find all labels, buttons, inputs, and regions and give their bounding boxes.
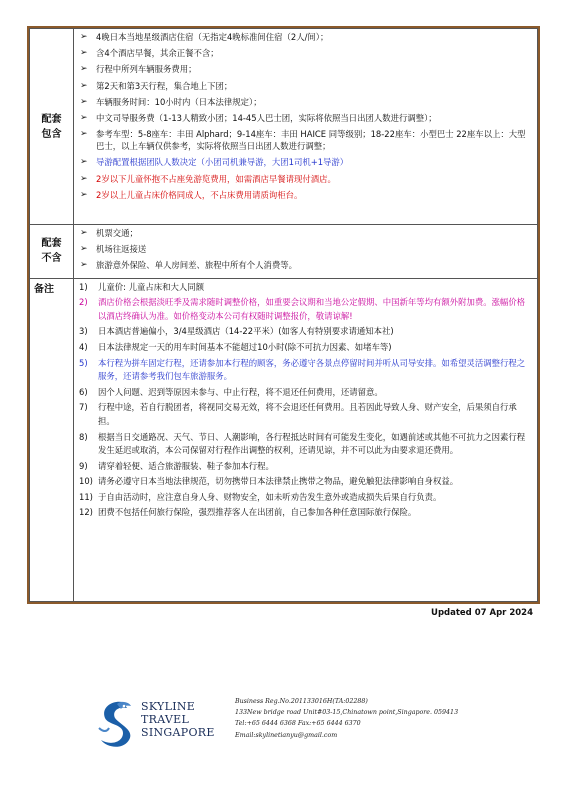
remark-number: 5) bbox=[79, 357, 88, 368]
remark-item bbox=[78, 357, 533, 384]
remark-text: 请务必遵守日本当地法律规范，切勿携带日本法律禁止携带之物品，避免触犯法律影响自身权益。 bbox=[98, 476, 459, 487]
remark-number: 7) bbox=[79, 402, 88, 413]
arrow-bullet-icon: ➢ bbox=[80, 173, 88, 184]
included-cell bbox=[74, 29, 538, 225]
remark-item bbox=[78, 281, 533, 295]
remark-item bbox=[78, 491, 533, 505]
excluded-cell bbox=[74, 225, 538, 279]
list-item-text: 中文司导服务费（1-13人精致小团；14-45人巴士团，实际将依照当日出团人数进行调整）； bbox=[96, 112, 437, 123]
list-item bbox=[78, 63, 533, 75]
arrow-bullet-icon: ➢ bbox=[80, 96, 88, 107]
remark-text: 日本酒店普遍偏小，3/4星级酒店（14-22平米）(如客人有特别要求请通知本社) bbox=[98, 326, 394, 337]
package-table bbox=[29, 28, 538, 602]
company-logo-text: SKYLINE TRAVEL SINGAPORE bbox=[141, 700, 215, 739]
arrow-bullet-icon: ➢ bbox=[80, 189, 88, 200]
list-item bbox=[78, 96, 533, 108]
list-item bbox=[78, 173, 533, 185]
remark-number: 10) bbox=[79, 476, 93, 487]
list-item bbox=[78, 189, 533, 201]
arrow-bullet-icon: ➢ bbox=[80, 129, 88, 140]
list-item bbox=[78, 112, 533, 124]
remark-text: 日本法律规定一天的用车时间基本不能超过10小时(除不可抗力因素、如堵车等) bbox=[98, 341, 392, 352]
remark-text: 因个人问题、迟到等原因未参与、中止行程，将不退还任何费用，还请留意。 bbox=[98, 386, 383, 397]
arrow-bullet-icon: ➢ bbox=[80, 157, 88, 168]
remark-text: 酒店价格会根据淡旺季及需求随时调整价格，如重要会议期和当地公定假期、中国新年等均有额外附加费。涨幅价格以酒店终确认为准。如价格变动本公司有权随时调整报价，敬请谅解! bbox=[98, 297, 526, 321]
arrow-bullet-icon: ➢ bbox=[80, 32, 88, 42]
remark-text: 行程中途，若自行脱团者，将视同交易无效，将不会退还任何费用。且若因此导致人身、财产安全，后果须自行承担。 bbox=[98, 402, 517, 426]
remark-text: 团费不包括任何旅行保险，强烈推荐客人在出团前，自己参加各种任意国际旅行保险。 bbox=[98, 507, 417, 518]
remarks-cell bbox=[74, 278, 538, 601]
remark-number: 11) bbox=[79, 491, 93, 502]
arrow-bullet-icon: ➢ bbox=[80, 260, 88, 271]
company-tel-fax: Tel:+65 6444 6368 Fax:+65 6444 6370 bbox=[235, 720, 361, 728]
list-item-text: 机票交通； bbox=[96, 228, 138, 238]
included-label: 配套包含 bbox=[30, 29, 74, 225]
remark-item bbox=[78, 401, 533, 428]
included-row bbox=[30, 29, 538, 225]
remark-number: 3) bbox=[79, 326, 88, 337]
excluded-list bbox=[78, 227, 533, 271]
remark-number: 1) bbox=[79, 281, 88, 292]
list-item-text: 4晚日本当地星级酒店住宿（无指定4晚标准间住宿（2人/间）； bbox=[96, 32, 329, 42]
company-contact bbox=[235, 696, 458, 741]
seahorse-s-logo-icon bbox=[93, 698, 137, 752]
list-item bbox=[78, 243, 533, 255]
remark-text: 请穿着轻便、适合旅游服装、鞋子参加本行程。 bbox=[98, 460, 274, 471]
list-item-text: 车辆服务时间：10小时内（日本法律规定）； bbox=[96, 96, 262, 107]
list-item-text: 旅游意外保险、单人房间差、旅程中所有个人消费等。 bbox=[96, 260, 297, 271]
list-item-text: 含4个酒店早餐，其余正餐不含； bbox=[96, 48, 219, 59]
remark-item bbox=[78, 475, 533, 489]
included-list bbox=[78, 31, 533, 201]
remark-text: 儿童价: 儿童占床和大人同额 bbox=[98, 281, 204, 292]
remark-item bbox=[78, 506, 533, 520]
arrow-bullet-icon: ➢ bbox=[80, 80, 88, 91]
list-item-text: 参考车型：5-8座车：丰田 Alphard；9-14座车：丰田 HAICE 同等级别；18-22座车：小型巴士 22座车以上：大型巴士，以上车辆仅供参考，实际将依照当日出团人数进行调整； bbox=[96, 129, 526, 152]
remark-item bbox=[78, 341, 533, 355]
remarks-row bbox=[30, 278, 538, 601]
remarks-list bbox=[78, 281, 533, 521]
arrow-bullet-icon: ➢ bbox=[80, 112, 88, 123]
remark-text: 于自由活动时，应注意自身人身、财物安全，如未听劝告发生意外或造成损失后果自行负责。 bbox=[98, 491, 442, 502]
company-address: 133New bridge road Unit#03-15,Chinatown point,Singapore. 059413 bbox=[235, 709, 459, 717]
remark-number: 2) bbox=[79, 297, 88, 308]
list-item bbox=[78, 80, 533, 92]
arrow-bullet-icon: ➢ bbox=[80, 244, 88, 255]
remark-number: 12) bbox=[79, 507, 93, 518]
list-item bbox=[78, 128, 533, 152]
business-reg: Business Reg.No.201133016H(TA:02288) bbox=[235, 698, 368, 705]
remark-item bbox=[78, 296, 533, 323]
list-item bbox=[78, 31, 533, 43]
remark-text: 本行程为拼车固定行程，还请参加本行程的顾客，务必遵守各景点停留时间并听从司导安排。如希望灵活调整行程之服务，还请参考我们包车旅游服务。 bbox=[98, 357, 526, 382]
list-item bbox=[78, 259, 533, 271]
remark-item bbox=[78, 325, 533, 339]
remark-item bbox=[78, 386, 533, 400]
arrow-bullet-icon: ➢ bbox=[80, 228, 88, 238]
arrow-bullet-icon: ➢ bbox=[80, 64, 88, 75]
list-item-text: 机场往返接送 bbox=[96, 244, 147, 255]
list-item bbox=[78, 227, 533, 239]
updated-date: Updated 07 Apr 2024 bbox=[431, 608, 533, 618]
remarks-label: 备注 bbox=[30, 278, 74, 601]
list-item bbox=[78, 47, 533, 59]
remark-text: 根据当日交通路况、天气、节日、人潮影响，各行程抵达时间有可能发生变化，如遇前述或其他不可抗力之因素行程发生延迟或取消，本公司保留对行程作出调整的权利，还请见谅，并不可以此为由要求退还费用。 bbox=[98, 431, 526, 456]
remark-number: 6) bbox=[79, 386, 88, 397]
remark-number: 8) bbox=[79, 431, 88, 442]
list-item-text: 行程中所列车辆服务费用； bbox=[96, 64, 197, 75]
arrow-bullet-icon: ➢ bbox=[80, 48, 88, 59]
company-email: Email:skylinetianyu@gmail.com bbox=[235, 731, 338, 739]
remark-number: 4) bbox=[79, 341, 88, 352]
list-item bbox=[78, 156, 533, 168]
company-footer bbox=[93, 694, 513, 764]
list-item-text: 导游配置根据团队人数决定（小团司机兼导游，大团1司机+1导游） bbox=[96, 157, 349, 168]
list-item-text: 2岁以下儿童怀抱不占座免游览费用，如需酒店早餐请现付酒店。 bbox=[96, 173, 336, 184]
excluded-label: 配套不含 bbox=[30, 225, 74, 279]
remark-item bbox=[78, 431, 533, 458]
list-item-text: 第2天和第3天行程，集合地上下团； bbox=[96, 80, 233, 91]
list-item-text: 2岁以上儿童占床价格同成人，不占床费用请质询柜台。 bbox=[96, 189, 303, 200]
remark-number: 9) bbox=[79, 460, 88, 471]
package-table-frame bbox=[27, 26, 540, 604]
excluded-row bbox=[30, 225, 538, 279]
remark-item bbox=[78, 460, 533, 474]
